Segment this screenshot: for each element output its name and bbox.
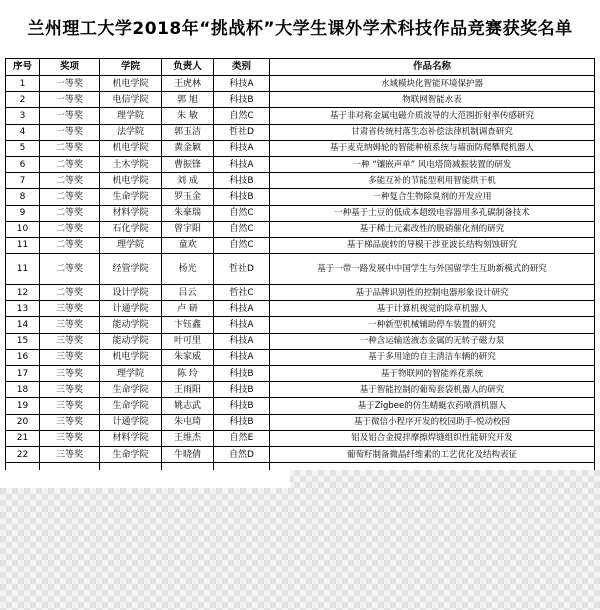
cell-category: 科技A xyxy=(214,140,270,156)
cell-college: 材料学院 xyxy=(100,205,162,221)
cell-college: 能动学院 xyxy=(100,317,162,333)
cell-leader: 黄金颖 xyxy=(162,140,214,156)
cell-award: 二等奖 xyxy=(40,285,100,301)
cell-project: 多能互补的节能型利用智能烘干机 xyxy=(270,173,595,189)
cell-no: 20 xyxy=(6,414,40,430)
cell-no: 15 xyxy=(6,333,40,349)
cell-leader: 叶可里 xyxy=(162,333,214,349)
table-row xyxy=(6,398,595,414)
cell-no: 6 xyxy=(6,156,40,172)
cell-college: 生命学院 xyxy=(100,398,162,414)
cell-project: 基于物联网的智能养花系统 xyxy=(270,366,595,382)
table-row xyxy=(6,140,595,156)
cell-college: 计通学院 xyxy=(100,301,162,317)
cell-category: 哲社D xyxy=(214,124,270,140)
cell-project: 一种新型机械辅助停车装置的研究 xyxy=(270,317,595,333)
cell-leader: 朱家威 xyxy=(162,349,214,365)
cell-no: 19 xyxy=(6,398,40,414)
cell-category: 科技B xyxy=(214,173,270,189)
table-row xyxy=(6,221,595,237)
cell-award: 三等奖 xyxy=(40,301,100,317)
header-project: 作品名称 xyxy=(270,59,595,76)
table-row xyxy=(6,430,595,446)
cell-college: 石化学院 xyxy=(100,221,162,237)
page-title: 兰州理工大学2018年“挑战杯”大学生课外学术科技作品竞赛获奖名单 xyxy=(27,19,573,39)
cell-college: 生命学院 xyxy=(100,446,162,462)
cell-college: 土木学院 xyxy=(100,156,162,172)
cell-project: 一种含运输送液态金属的无转子磁力泵 xyxy=(270,333,595,349)
cell-leader: 杨光 xyxy=(162,254,214,285)
table-row xyxy=(6,349,595,365)
cell-college: 机电学院 xyxy=(100,173,162,189)
cell-leader: 牛晓倩 xyxy=(162,446,214,462)
cell-no: 5 xyxy=(6,140,40,156)
table-row xyxy=(6,333,595,349)
cell-award: 二等奖 xyxy=(40,205,100,221)
cell-project: 基于微信小程序开发的校园助手-悦动校园 xyxy=(270,414,595,430)
cell-award: 一等奖 xyxy=(40,76,100,92)
header-category: 类别 xyxy=(214,59,270,76)
cell-project: 物联网智能水表 xyxy=(270,92,595,108)
cell-project: 铝及铝合金搅拌摩擦焊缝组织性能研究开发 xyxy=(270,430,595,446)
cell-award: 二等奖 xyxy=(40,237,100,253)
cell-project: 一种基于土豆的低成本超级电容器用多孔碳制备技术 xyxy=(270,205,595,221)
cell-category: 哲社D xyxy=(214,254,270,285)
cell-college: 电信学院 xyxy=(100,92,162,108)
cell-category: 科技B xyxy=(214,92,270,108)
cell-no: 11 xyxy=(6,254,40,285)
cell-award: 三等奖 xyxy=(40,317,100,333)
cell-no: 2 xyxy=(6,92,40,108)
cell-leader: 王虎林 xyxy=(162,76,214,92)
cell-project: 一种复合生物除臭剂的开发应用 xyxy=(270,189,595,205)
table-row xyxy=(6,237,595,253)
cell-project: 基于Zigbee的仿生蜻蜓农药喷洒机器人 xyxy=(270,398,595,414)
cell-college: 机电学院 xyxy=(100,349,162,365)
cell-award: 二等奖 xyxy=(40,173,100,189)
cell-no: 10 xyxy=(6,221,40,237)
cell-category: 科技B xyxy=(214,366,270,382)
cell-project: 基于一带一路发展中中国学生与外国留学生互助新模式的研究 xyxy=(270,254,595,285)
cell-leader: 郭玉洁 xyxy=(162,124,214,140)
cell-no: 11 xyxy=(6,237,40,253)
cell-college: 理学院 xyxy=(100,108,162,124)
cell-category: 自然C xyxy=(214,237,270,253)
cell-no: 8 xyxy=(6,189,40,205)
cell-leader: 王雨阳 xyxy=(162,382,214,398)
cell-award: 二等奖 xyxy=(40,254,100,285)
table-row xyxy=(6,189,595,205)
cell-project: 水域模块化智能环境保护器 xyxy=(270,76,595,92)
cell-leader: 曾宇阳 xyxy=(162,221,214,237)
header-college: 学院 xyxy=(100,59,162,76)
cell-no: 14 xyxy=(6,317,40,333)
cell-college: 能动学院 xyxy=(100,333,162,349)
cell-college: 经管学院 xyxy=(100,254,162,285)
cell-college: 理学院 xyxy=(100,237,162,253)
cell-category: 科技B xyxy=(214,189,270,205)
table-row xyxy=(6,382,595,398)
table-row xyxy=(6,414,595,430)
header-leader: 负责人 xyxy=(162,59,214,76)
cell-no: 17 xyxy=(6,366,40,382)
cell-award: 三等奖 xyxy=(40,446,100,462)
cell-award: 三等奖 xyxy=(40,366,100,382)
cell-no: 4 xyxy=(6,124,40,140)
cell-category: 自然D xyxy=(214,446,270,462)
cell-leader: 罗玉金 xyxy=(162,189,214,205)
table-row xyxy=(6,76,595,92)
cell-college: 机电学院 xyxy=(100,140,162,156)
cell-award: 一等奖 xyxy=(40,124,100,140)
cell-no: 3 xyxy=(6,108,40,124)
cell-leader: 刘 成 xyxy=(162,173,214,189)
cell-category: 哲社C xyxy=(214,285,270,301)
cell-project: 基于非对称金属电磁介质波导的大范围折射率传感研究 xyxy=(270,108,595,124)
cell-category: 自然C xyxy=(214,221,270,237)
cell-leader: 童欢 xyxy=(162,237,214,253)
table-row xyxy=(6,124,595,140)
cell-category: 科技A xyxy=(214,76,270,92)
cell-award: 二等奖 xyxy=(40,189,100,205)
cell-leader: 曹振锋 xyxy=(162,156,214,172)
cell-leader: 陈 玲 xyxy=(162,366,214,382)
cell-college: 材料学院 xyxy=(100,430,162,446)
cell-project: 一种 “镶嵌声单” 风电塔筒减振装置的研发 xyxy=(270,156,595,172)
cell-award: 一等奖 xyxy=(40,92,100,108)
cell-no: 22 xyxy=(6,446,40,462)
cell-no: 13 xyxy=(6,301,40,317)
cell-leader: 卢 研 xyxy=(162,301,214,317)
header-no: 序号 xyxy=(6,59,40,76)
table-row xyxy=(6,301,595,317)
cell-category: 自然C xyxy=(214,108,270,124)
cell-college: 计通学院 xyxy=(100,414,162,430)
cell-leader: 王维杰 xyxy=(162,430,214,446)
cell-award: 三等奖 xyxy=(40,349,100,365)
cell-project: 基于品牌识别性的控制电器形象设计研究 xyxy=(270,285,595,301)
cell-college: 法学院 xyxy=(100,124,162,140)
table-row xyxy=(6,108,595,124)
table-row xyxy=(6,446,595,462)
cell-project: 甘肃省传统村落生态补偿法律机制调查研究 xyxy=(270,124,595,140)
cell-category: 科技A xyxy=(214,317,270,333)
cell-project: 基于多用途的自主清洁车辆的研究 xyxy=(270,349,595,365)
table-row xyxy=(6,366,595,382)
cell-award: 三等奖 xyxy=(40,430,100,446)
header-award: 奖项 xyxy=(40,59,100,76)
cell-no: 7 xyxy=(6,173,40,189)
cell-leader: 朱屯琦 xyxy=(162,414,214,430)
table-row xyxy=(6,156,595,172)
cell-award: 三等奖 xyxy=(40,382,100,398)
cell-leader: 吕云 xyxy=(162,285,214,301)
cell-college: 机电学院 xyxy=(100,76,162,92)
table-row xyxy=(6,205,595,221)
cell-no: 21 xyxy=(6,430,40,446)
cell-leader: 郭 旭 xyxy=(162,92,214,108)
cell-award: 二等奖 xyxy=(40,156,100,172)
cell-leader: 姚志武 xyxy=(162,398,214,414)
cell-category: 科技A xyxy=(214,333,270,349)
cell-category: 科技A xyxy=(214,156,270,172)
cell-college: 理学院 xyxy=(100,366,162,382)
cell-category: 自然E xyxy=(214,430,270,446)
table-row xyxy=(6,285,595,301)
cell-no: 12 xyxy=(6,285,40,301)
cell-award: 三等奖 xyxy=(40,414,100,430)
cell-no: 16 xyxy=(6,349,40,365)
cell-category: 科技B xyxy=(214,398,270,414)
cell-award: 二等奖 xyxy=(40,140,100,156)
cell-category: 科技B xyxy=(214,382,270,398)
cell-college: 设计学院 xyxy=(100,285,162,301)
cell-category: 科技B xyxy=(214,414,270,430)
table-row xyxy=(6,173,595,189)
cell-project: 基于梯品旋转的导模干涉亚波长结构刻蚀研究 xyxy=(270,237,595,253)
table-row xyxy=(6,317,595,333)
cell-award: 一等奖 xyxy=(40,108,100,124)
cell-leader: 朱 敏 xyxy=(162,108,214,124)
cell-college: 生命学院 xyxy=(100,382,162,398)
cell-category: 科技A xyxy=(214,349,270,365)
cell-project: 基于计算机视觉的除草机器人 xyxy=(270,301,595,317)
cell-award: 三等奖 xyxy=(40,333,100,349)
cell-leader: 卞钰鑫 xyxy=(162,317,214,333)
cell-category: 科技A xyxy=(214,301,270,317)
sheet-bottom xyxy=(0,470,290,488)
cell-leader: 朱豪瑞 xyxy=(162,205,214,221)
cell-project: 葡萄籽制备微晶纤维素的工艺优化及结构表征 xyxy=(270,446,595,462)
cell-no: 18 xyxy=(6,382,40,398)
cell-category: 自然C xyxy=(214,205,270,221)
cell-award: 二等奖 xyxy=(40,221,100,237)
cell-project: 基于麦克纳姆轮的智能种植系统与墙面防爬攀爬机器人 xyxy=(270,140,595,156)
cell-project: 基于智能控制的葡萄套袋机器人的研究 xyxy=(270,382,595,398)
table-row xyxy=(6,92,595,108)
cell-project: 基于稀土元素改性的脱硝催化剂的研究 xyxy=(270,221,595,237)
cell-no: 1 xyxy=(6,76,40,92)
faded-background xyxy=(0,470,600,610)
cell-award: 三等奖 xyxy=(40,398,100,414)
cell-college: 生命学院 xyxy=(100,189,162,205)
table-header-row xyxy=(6,59,595,76)
cell-no: 9 xyxy=(6,205,40,221)
table-row xyxy=(6,254,595,285)
